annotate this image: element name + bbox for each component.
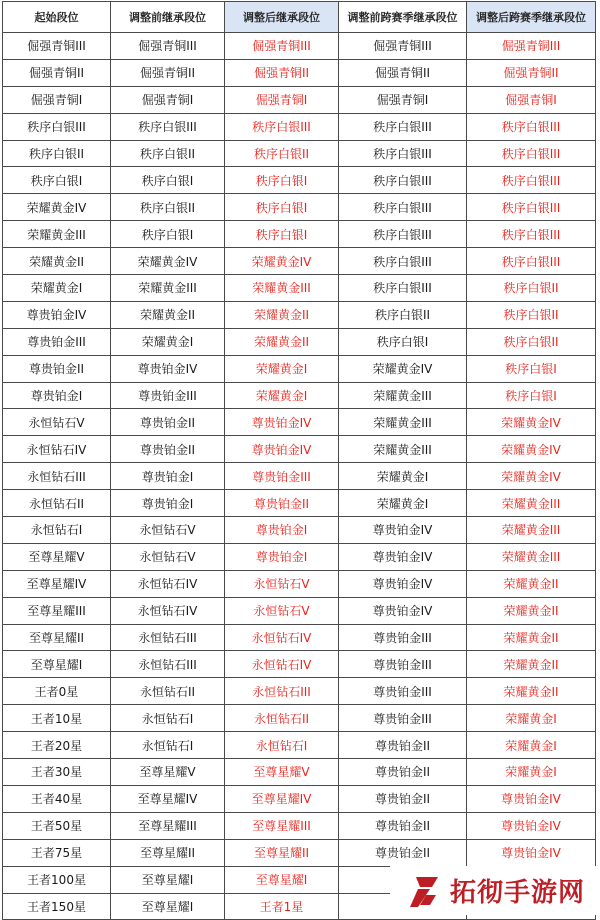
- table-cell: 永恒钻石II: [3, 490, 111, 517]
- table-cell: 荣耀黄金IV: [339, 355, 467, 382]
- table-cell: 倔强青铜III: [225, 33, 339, 60]
- table-row: [3, 409, 596, 436]
- table-cell: 荣耀黄金III: [225, 275, 339, 302]
- table-row: [3, 436, 596, 463]
- table-cell: 尊贵铂金IV: [339, 517, 467, 544]
- table-cell: 荣耀黄金III: [467, 543, 596, 570]
- table-cell: 永恒钻石I: [3, 517, 111, 544]
- table-cell: 荣耀黄金II: [467, 651, 596, 678]
- table-cell: 荣耀黄金III: [467, 517, 596, 544]
- table-cell: 尊贵铂金IV: [467, 839, 596, 866]
- table-cell: 倔强青铜I: [339, 86, 467, 113]
- table-row: [3, 248, 596, 275]
- table-cell: 永恒钻石V: [111, 517, 225, 544]
- table-cell: 荣耀黄金II: [225, 301, 339, 328]
- table-cell: 至尊星耀V: [111, 759, 225, 786]
- header-before-cross-season: 调整前跨赛季继承段位: [339, 2, 467, 33]
- table-cell: 秩序白银II: [225, 140, 339, 167]
- table-cell: 秩序白银III: [467, 194, 596, 221]
- table-cell: 秩序白银III: [339, 113, 467, 140]
- table-cell: 王者40星: [3, 785, 111, 812]
- table-row: [3, 113, 596, 140]
- table-cell: 尊贵铂金IV: [3, 301, 111, 328]
- table-row: [3, 543, 596, 570]
- table-cell: 永恒钻石V: [3, 409, 111, 436]
- table-cell: 至尊星耀I: [3, 651, 111, 678]
- table-row: [3, 624, 596, 651]
- table-cell: 荣耀黄金IV: [3, 194, 111, 221]
- table-row: [3, 812, 596, 839]
- table-cell: 至尊星耀V: [3, 543, 111, 570]
- table-cell: 秩序白银III: [3, 113, 111, 140]
- table-row: [3, 275, 596, 302]
- table-cell: 王者100星: [3, 866, 111, 893]
- table-cell: 秩序白银III: [467, 113, 596, 140]
- table-cell: 永恒钻石I: [111, 705, 225, 732]
- table-cell: 永恒钻石V: [111, 543, 225, 570]
- table-cell: 尊贵铂金II: [339, 785, 467, 812]
- table-cell: 秩序白银III: [339, 275, 467, 302]
- table-cell: 至尊星耀I: [225, 866, 339, 893]
- table-cell: 至尊星耀I: [111, 866, 225, 893]
- table-cell: 秩序白银I: [3, 167, 111, 194]
- table-cell: 秩序白银II: [467, 301, 596, 328]
- table-cell: 王者30星: [3, 759, 111, 786]
- table-row: [3, 463, 596, 490]
- table-cell: 秩序白银III: [225, 113, 339, 140]
- table-cell: 永恒钻石IV: [225, 651, 339, 678]
- table-cell: 秩序白银III: [339, 167, 467, 194]
- table-cell: 荣耀黄金III: [339, 409, 467, 436]
- header-after-inherit: 调整后继承段位: [225, 2, 339, 33]
- table-cell: 王者50星: [3, 812, 111, 839]
- table-row: [3, 839, 596, 866]
- table-cell: 秩序白银I: [225, 221, 339, 248]
- table-row: [3, 140, 596, 167]
- table-cell: 荣耀黄金I: [111, 328, 225, 355]
- table-cell: 尊贵铂金II: [3, 355, 111, 382]
- table-cell: 荣耀黄金III: [467, 490, 596, 517]
- table-cell: 秩序白银II: [111, 140, 225, 167]
- table-cell: 秩序白银III: [339, 248, 467, 275]
- table-cell: 尊贵铂金III: [3, 328, 111, 355]
- table-cell: 秩序白银I: [111, 221, 225, 248]
- table-cell: 荣耀黄金I: [467, 732, 596, 759]
- table-cell: 倔强青铜II: [339, 59, 467, 86]
- table-cell: 王者0星: [3, 678, 111, 705]
- table-body: [3, 33, 596, 920]
- table-cell: 永恒钻石IV: [225, 624, 339, 651]
- table-cell: 尊贵铂金II: [225, 490, 339, 517]
- table-row: [3, 355, 596, 382]
- table-cell: 王者150星: [3, 893, 111, 920]
- table-cell: 永恒钻石IV: [111, 597, 225, 624]
- table-cell: 荣耀黄金III: [339, 382, 467, 409]
- table-row: [3, 328, 596, 355]
- table-cell: 永恒钻石IV: [3, 436, 111, 463]
- table-cell: 秩序白银I: [225, 194, 339, 221]
- table-cell: 荣耀黄金II: [111, 301, 225, 328]
- table-row: [3, 597, 596, 624]
- table-cell: 尊贵铂金IV: [339, 543, 467, 570]
- table-cell: 永恒钻石I: [225, 732, 339, 759]
- table-cell: 永恒钻石V: [225, 597, 339, 624]
- table-cell: 倔强青铜III: [111, 33, 225, 60]
- table-cell: 至尊星耀IV: [225, 785, 339, 812]
- table-row: [3, 517, 596, 544]
- table-row: [3, 570, 596, 597]
- table-cell: 王者10星: [3, 705, 111, 732]
- table-row: [3, 759, 596, 786]
- table-row: [3, 86, 596, 113]
- table-cell: 秩序白银III: [339, 194, 467, 221]
- watermark-logo-icon: [408, 873, 442, 909]
- table-cell: 秩序白银I: [225, 167, 339, 194]
- table-row: [3, 785, 596, 812]
- table-cell: 尊贵铂金II: [111, 436, 225, 463]
- table-cell: 尊贵铂金III: [225, 463, 339, 490]
- table-cell: 荣耀黄金I: [339, 490, 467, 517]
- table-cell: 王者1星: [225, 893, 339, 920]
- table-cell: 尊贵铂金II: [339, 812, 467, 839]
- table-cell: 尊贵铂金II: [339, 732, 467, 759]
- table-cell: 荣耀黄金IV: [111, 248, 225, 275]
- table-cell: 秩序白银II: [467, 275, 596, 302]
- table-cell: 荣耀黄金II: [467, 624, 596, 651]
- table-cell: 尊贵铂金IV: [339, 597, 467, 624]
- table-cell: 荣耀黄金IV: [467, 409, 596, 436]
- table-cell: 秩序白银III: [111, 113, 225, 140]
- table-cell: 永恒钻石I: [111, 732, 225, 759]
- table-row: [3, 59, 596, 86]
- table-cell: 倔强青铜I: [3, 86, 111, 113]
- table-cell: 秩序白银I: [339, 328, 467, 355]
- table-row: [3, 382, 596, 409]
- header-start-rank: 起始段位: [3, 2, 111, 33]
- table-cell: 倔强青铜III: [3, 33, 111, 60]
- table-cell: 荣耀黄金I: [3, 275, 111, 302]
- table-cell: 荣耀黄金II: [467, 570, 596, 597]
- table-cell: 永恒钻石II: [111, 678, 225, 705]
- table-cell: 荣耀黄金II: [3, 248, 111, 275]
- table-row: [3, 651, 596, 678]
- table-cell: 永恒钻石III: [111, 624, 225, 651]
- table-row: [3, 33, 596, 60]
- table-cell: 至尊星耀III: [3, 597, 111, 624]
- table-cell: 秩序白银I: [111, 167, 225, 194]
- table-cell: 尊贵铂金III: [339, 705, 467, 732]
- watermark: [390, 866, 600, 915]
- table-cell: 至尊星耀II: [111, 839, 225, 866]
- table-cell: 秩序白银II: [339, 301, 467, 328]
- table-cell: 荣耀黄金I: [467, 759, 596, 786]
- header-before-inherit: 调整前继承段位: [111, 2, 225, 33]
- table-cell: 倔强青铜III: [467, 33, 596, 60]
- table-cell: 秩序白银II: [467, 328, 596, 355]
- table-cell: 尊贵铂金IV: [467, 785, 596, 812]
- table-cell: 荣耀黄金IV: [225, 248, 339, 275]
- table-cell: 尊贵铂金I: [111, 463, 225, 490]
- table-row: [3, 732, 596, 759]
- table-row: [3, 705, 596, 732]
- table-cell: 永恒钻石IV: [111, 570, 225, 597]
- table-cell: 荣耀黄金IV: [467, 463, 596, 490]
- table-cell: 至尊星耀V: [225, 759, 339, 786]
- table-cell: 荣耀黄金I: [225, 382, 339, 409]
- table-cell: 王者75星: [3, 839, 111, 866]
- table-cell: 荣耀黄金III: [339, 436, 467, 463]
- table-cell: 尊贵铂金IV: [339, 570, 467, 597]
- table-cell: 秩序白银III: [339, 140, 467, 167]
- table-cell: 永恒钻石V: [225, 570, 339, 597]
- table-cell: 尊贵铂金III: [111, 382, 225, 409]
- table-cell: 荣耀黄金II: [467, 678, 596, 705]
- table-cell: 荣耀黄金III: [111, 275, 225, 302]
- table-cell: 永恒钻石III: [111, 651, 225, 678]
- table-cell: 秩序白银III: [467, 167, 596, 194]
- table-cell: 秩序白银II: [111, 194, 225, 221]
- table-cell: 荣耀黄金II: [467, 597, 596, 624]
- table-cell: 尊贵铂金I: [111, 490, 225, 517]
- watermark-text: 拓彻手游网: [450, 878, 586, 908]
- table-cell: 尊贵铂金IV: [111, 355, 225, 382]
- table-cell: 荣耀黄金I: [467, 705, 596, 732]
- table-cell: 尊贵铂金I: [225, 543, 339, 570]
- rank-inheritance-table: [2, 1, 596, 920]
- table-cell: 尊贵铂金I: [3, 382, 111, 409]
- table-cell: 秩序白银III: [467, 221, 596, 248]
- table-cell: 尊贵铂金II: [339, 759, 467, 786]
- table-cell: 至尊星耀III: [111, 812, 225, 839]
- table-row: [3, 678, 596, 705]
- table-cell: 秩序白银III: [339, 221, 467, 248]
- table-cell: 荣耀黄金III: [3, 221, 111, 248]
- table-cell: 永恒钻石III: [3, 463, 111, 490]
- table-cell: 秩序白银I: [467, 382, 596, 409]
- table-cell: 尊贵铂金IV: [467, 812, 596, 839]
- table-cell: 尊贵铂金II: [111, 409, 225, 436]
- table-cell: 尊贵铂金III: [339, 678, 467, 705]
- table-cell: 秩序白银II: [3, 140, 111, 167]
- table-cell: 至尊星耀III: [225, 812, 339, 839]
- table-cell: 永恒钻石II: [225, 705, 339, 732]
- table-row: [3, 167, 596, 194]
- table-row: [3, 221, 596, 248]
- table-cell: 尊贵铂金III: [339, 624, 467, 651]
- table-cell: 王者20星: [3, 732, 111, 759]
- table-cell: 倔强青铜III: [339, 33, 467, 60]
- table-cell: 永恒钻石III: [225, 678, 339, 705]
- table-cell: 荣耀黄金IV: [467, 436, 596, 463]
- table-cell: 尊贵铂金IV: [225, 409, 339, 436]
- table-cell: 倔强青铜II: [3, 59, 111, 86]
- table-cell: 至尊星耀IV: [111, 785, 225, 812]
- table-header-row: [3, 2, 596, 33]
- table-row: [3, 194, 596, 221]
- table-cell: 尊贵铂金I: [225, 517, 339, 544]
- table-cell: 至尊星耀I: [111, 893, 225, 920]
- table-cell: 倔强青铜II: [225, 59, 339, 86]
- table-row: [3, 490, 596, 517]
- table-cell: 至尊星耀IV: [3, 570, 111, 597]
- table-cell: 荣耀黄金II: [225, 328, 339, 355]
- table-cell: 秩序白银I: [467, 355, 596, 382]
- table-cell: 秩序白银III: [467, 248, 596, 275]
- table-cell: 荣耀黄金I: [339, 463, 467, 490]
- table-cell: 倔强青铜II: [467, 59, 596, 86]
- table-cell: 尊贵铂金IV: [225, 436, 339, 463]
- table-cell: 至尊星耀II: [3, 624, 111, 651]
- table-cell: 尊贵铂金III: [339, 651, 467, 678]
- table-cell: 倔强青铜II: [111, 59, 225, 86]
- header-after-cross-season: 调整后跨赛季继承段位: [467, 2, 596, 33]
- table-row: [3, 301, 596, 328]
- table-cell: 倔强青铜I: [225, 86, 339, 113]
- table-cell: 尊贵铂金II: [339, 839, 467, 866]
- table-cell: 至尊星耀II: [225, 839, 339, 866]
- table-cell: 倔强青铜I: [467, 86, 596, 113]
- table-cell: 秩序白银III: [467, 140, 596, 167]
- table-cell: 荣耀黄金I: [225, 355, 339, 382]
- table-cell: 倔强青铜I: [111, 86, 225, 113]
